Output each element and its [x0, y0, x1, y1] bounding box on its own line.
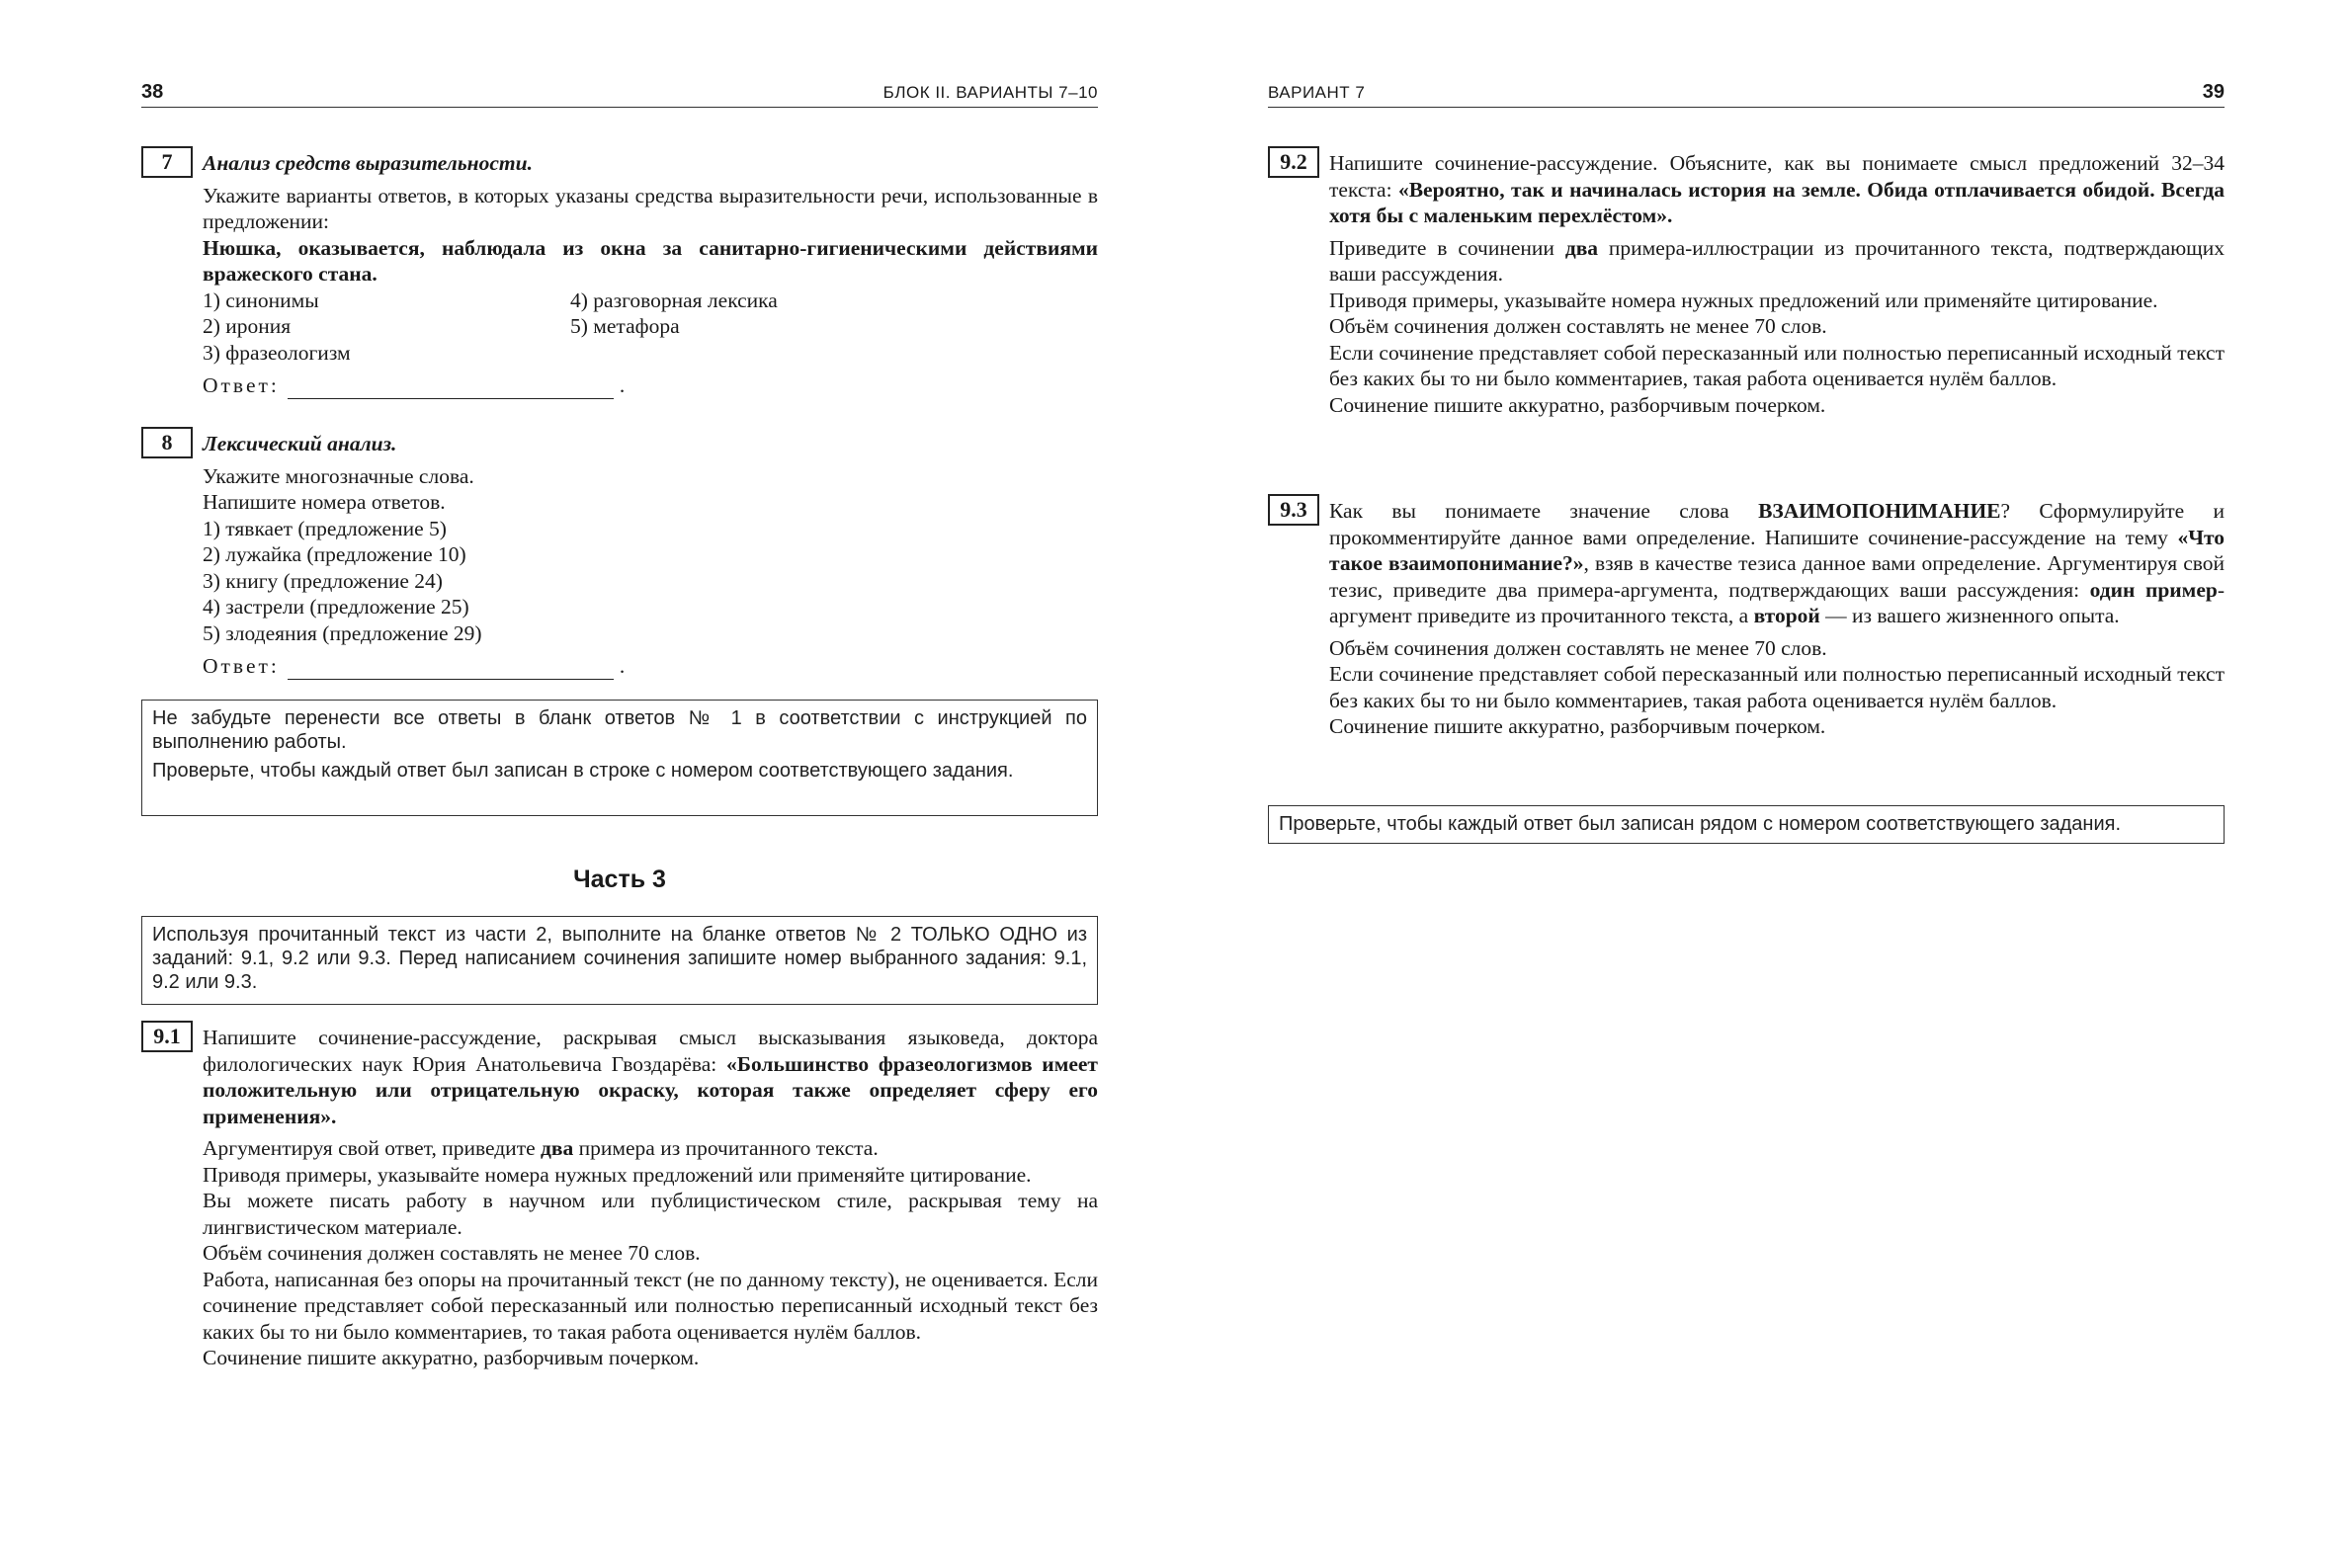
emphasis: второй: [1753, 604, 1820, 627]
task-paragraph: Приводя примеры, указывайте номера нужных предложений или применяйте цитирование.: [1329, 288, 2158, 312]
text: Напишите сочинение-рассуждение, раскрывая смысл высказывания языковеда, доктора филологических наук Юрия Анатольевича Гвоздарёва:: [203, 1026, 1098, 1076]
task-9-1: [203, 1025, 1098, 1371]
task-paragraph: Объём сочинения должен составлять не менее 70 слов.: [203, 1241, 701, 1265]
task-number-9-2: 9.2: [1268, 146, 1319, 178]
text: -аргумент приведите из прочитанного текста, а: [1329, 577, 2225, 627]
task-number-9-1: 9.1: [141, 1021, 193, 1052]
task-number-7: 7: [141, 146, 193, 178]
task-number-8: 8: [141, 427, 193, 458]
task-number-9-3: 9.3: [1268, 494, 1319, 526]
part-title: Часть 3: [573, 866, 666, 893]
page-header: [1268, 79, 2225, 108]
task-8: [203, 431, 1098, 680]
task-intro: Укажите многозначные слова.: [203, 463, 474, 488]
option: 5) метафора: [570, 314, 680, 338]
option: 2) ирония: [203, 314, 292, 338]
text: — из вашего жизненного опыта.: [1819, 604, 2120, 627]
task-paragraph: [1329, 235, 2225, 288]
page-number: 38: [141, 81, 164, 103]
task-9-2: [1329, 150, 2225, 418]
text: примера из прочитанного текста.: [573, 1136, 879, 1160]
notice-box: [141, 700, 1098, 816]
text: ? Сформулируйте и прокомментируйте данное вами определение. Напишите сочинение-рассуждение на тему: [1329, 499, 2225, 549]
topic: «Что такое взаимопонимание?»: [1329, 525, 2225, 575]
emphasis: два: [541, 1136, 574, 1160]
notice-text: Не забудьте перенести все ответы в бланк ответов № 1 в соответствии с инструкцией по выполнению работы.: [152, 707, 1087, 753]
option: 5) злодеяния (предложение 29): [203, 620, 482, 645]
text: Аргументируя свой ответ, приведите: [203, 1136, 542, 1160]
task-paragraph: [1329, 498, 2225, 629]
quote: «Большинство фразеологизмов имеет положительную или отрицательную окраску, которая также определяет сферу его применения».: [203, 1051, 1098, 1128]
option: 3) фразеологизм: [203, 340, 351, 365]
task-paragraph: Приводя примеры, указывайте номера нужных предложений или применяйте цитирование.: [203, 1162, 1032, 1187]
answer-row: Ответ: .: [203, 373, 629, 397]
notice-text: Проверьте, чтобы каждый ответ был записан в строке с номером соответствующего задания.: [152, 760, 1014, 782]
text: , взяв в качестве тезиса данное вами определение. Аргументируя свой тезис, приведите два примера-аргумента, подтверждающих ваши рассуждения:: [1329, 551, 2225, 602]
task-paragraph: [203, 1025, 1098, 1129]
task-paragraph: Объём сочинения должен составлять не менее 70 слов.: [1329, 635, 1827, 660]
text: примера-иллюстрации из прочитанного текста, подтверждающих ваши рассуждения.: [1329, 235, 2225, 286]
answer-line: [288, 380, 614, 399]
task-title: Лексический анализ.: [203, 432, 397, 455]
task-paragraph: Сочинение пишите аккуратно, разборчивым почерком.: [203, 1346, 700, 1369]
task-intro: Укажите варианты ответов, в которых указаны средства выразительности речи, использованные в предложении:: [203, 183, 1098, 233]
task-paragraph: Сочинение пишите аккуратно, разборчивым почерком.: [1329, 392, 1826, 417]
emphasis: один пример: [2089, 577, 2218, 602]
option: [570, 340, 1098, 367]
text: Приведите в сочинении: [1329, 235, 1565, 260]
answer-row: Ответ: .: [203, 654, 629, 678]
text: Напишите сочинение-рассуждение. Объясните, как вы понимаете смысл предложений 32–34 текста:: [1329, 151, 2225, 202]
right-page: [1176, 0, 2352, 1568]
emphasis: два: [1564, 235, 1599, 260]
task-paragraph: Работа, написанная без опоры на прочитанный текст (не по данному тексту), не оценивается. Если сочинение представляет собой пересказанный или полностью переписанный исходный текст без каких бы то ни было комментариев, то такая работа оценивается нулём баллов.: [203, 1267, 1098, 1344]
answer-line: [288, 661, 614, 680]
task-title: Анализ средств выразительности.: [203, 151, 533, 175]
running-title: БЛОК II. ВАРИАНТЫ 7–10: [882, 83, 1098, 102]
text: Как вы понимаете значение слова: [1329, 499, 1759, 523]
options-list: [203, 288, 1098, 367]
answer-label: Ответ:: [203, 373, 280, 397]
option: 4) застрели (предложение 25): [203, 595, 469, 619]
quote: «Вероятно, так и начиналась история на земле. Обида отплачивается обидой. Всегда хотя бы с маленьким перехлёстом».: [1329, 177, 2225, 227]
notice-box: [1268, 805, 2225, 844]
task-sentence: Нюшка, оказывается, наблюдала из окна за санитарно-гигиеническими действиями вражеского стана.: [203, 235, 1098, 286]
task-paragraph: [203, 1135, 1098, 1162]
instruction-text: Используя прочитанный текст из части 2, выполните на бланке ответов № 2 ТОЛЬКО ОДНО из заданий: 9.1, 9.2 или 9.3. Перед написанием сочинения запишите номер выбранного задания: 9.1, 9.2 или 9.3.: [152, 924, 1087, 993]
option: 3) книгу (предложение 24): [203, 568, 443, 593]
task-intro: Напишите номера ответов.: [203, 490, 446, 514]
task-paragraph: Если сочинение представляет собой пересказанный или полностью переписанный исходный текст без каких бы то ни было комментариев, такая работа оценивается нулём баллов.: [1329, 662, 2225, 712]
notice-text: Проверьте, чтобы каждый ответ был записан рядом с номером соответствующего задания.: [1279, 813, 2122, 835]
task-7: [203, 150, 1098, 399]
option: 1) синонимы: [203, 288, 319, 312]
running-title: ВАРИАНТ 7: [1268, 83, 1366, 102]
task-paragraph: Объём сочинения должен составлять не менее 70 слов.: [1329, 314, 1827, 338]
task-paragraph: [1329, 150, 2225, 229]
keyword: ВЗАИМОПОНИМАНИЕ: [1758, 499, 2001, 523]
page-number: 39: [2202, 81, 2225, 103]
page-header: [141, 79, 1098, 108]
task-paragraph: Сочинение пишите аккуратно, разборчивым почерком.: [1329, 714, 1826, 738]
answer-label: Ответ:: [203, 654, 280, 678]
task-paragraph: Если сочинение представляет собой пересказанный или полностью переписанный исходный текст без каких бы то ни было комментариев, такая работа оценивается нулём баллов.: [1329, 340, 2225, 390]
option: 4) разговорная лексика: [570, 288, 778, 312]
task-9-3: [1329, 498, 2225, 740]
task-paragraph: Вы можете писать работу в научном или публицистическом стиле, раскрывая тему на лингвистическом материале.: [203, 1189, 1098, 1239]
option: 2) лужайка (предложение 10): [203, 542, 466, 566]
option: 1) тявкает (предложение 5): [203, 516, 447, 540]
part3-instruction-box: [141, 916, 1098, 1005]
